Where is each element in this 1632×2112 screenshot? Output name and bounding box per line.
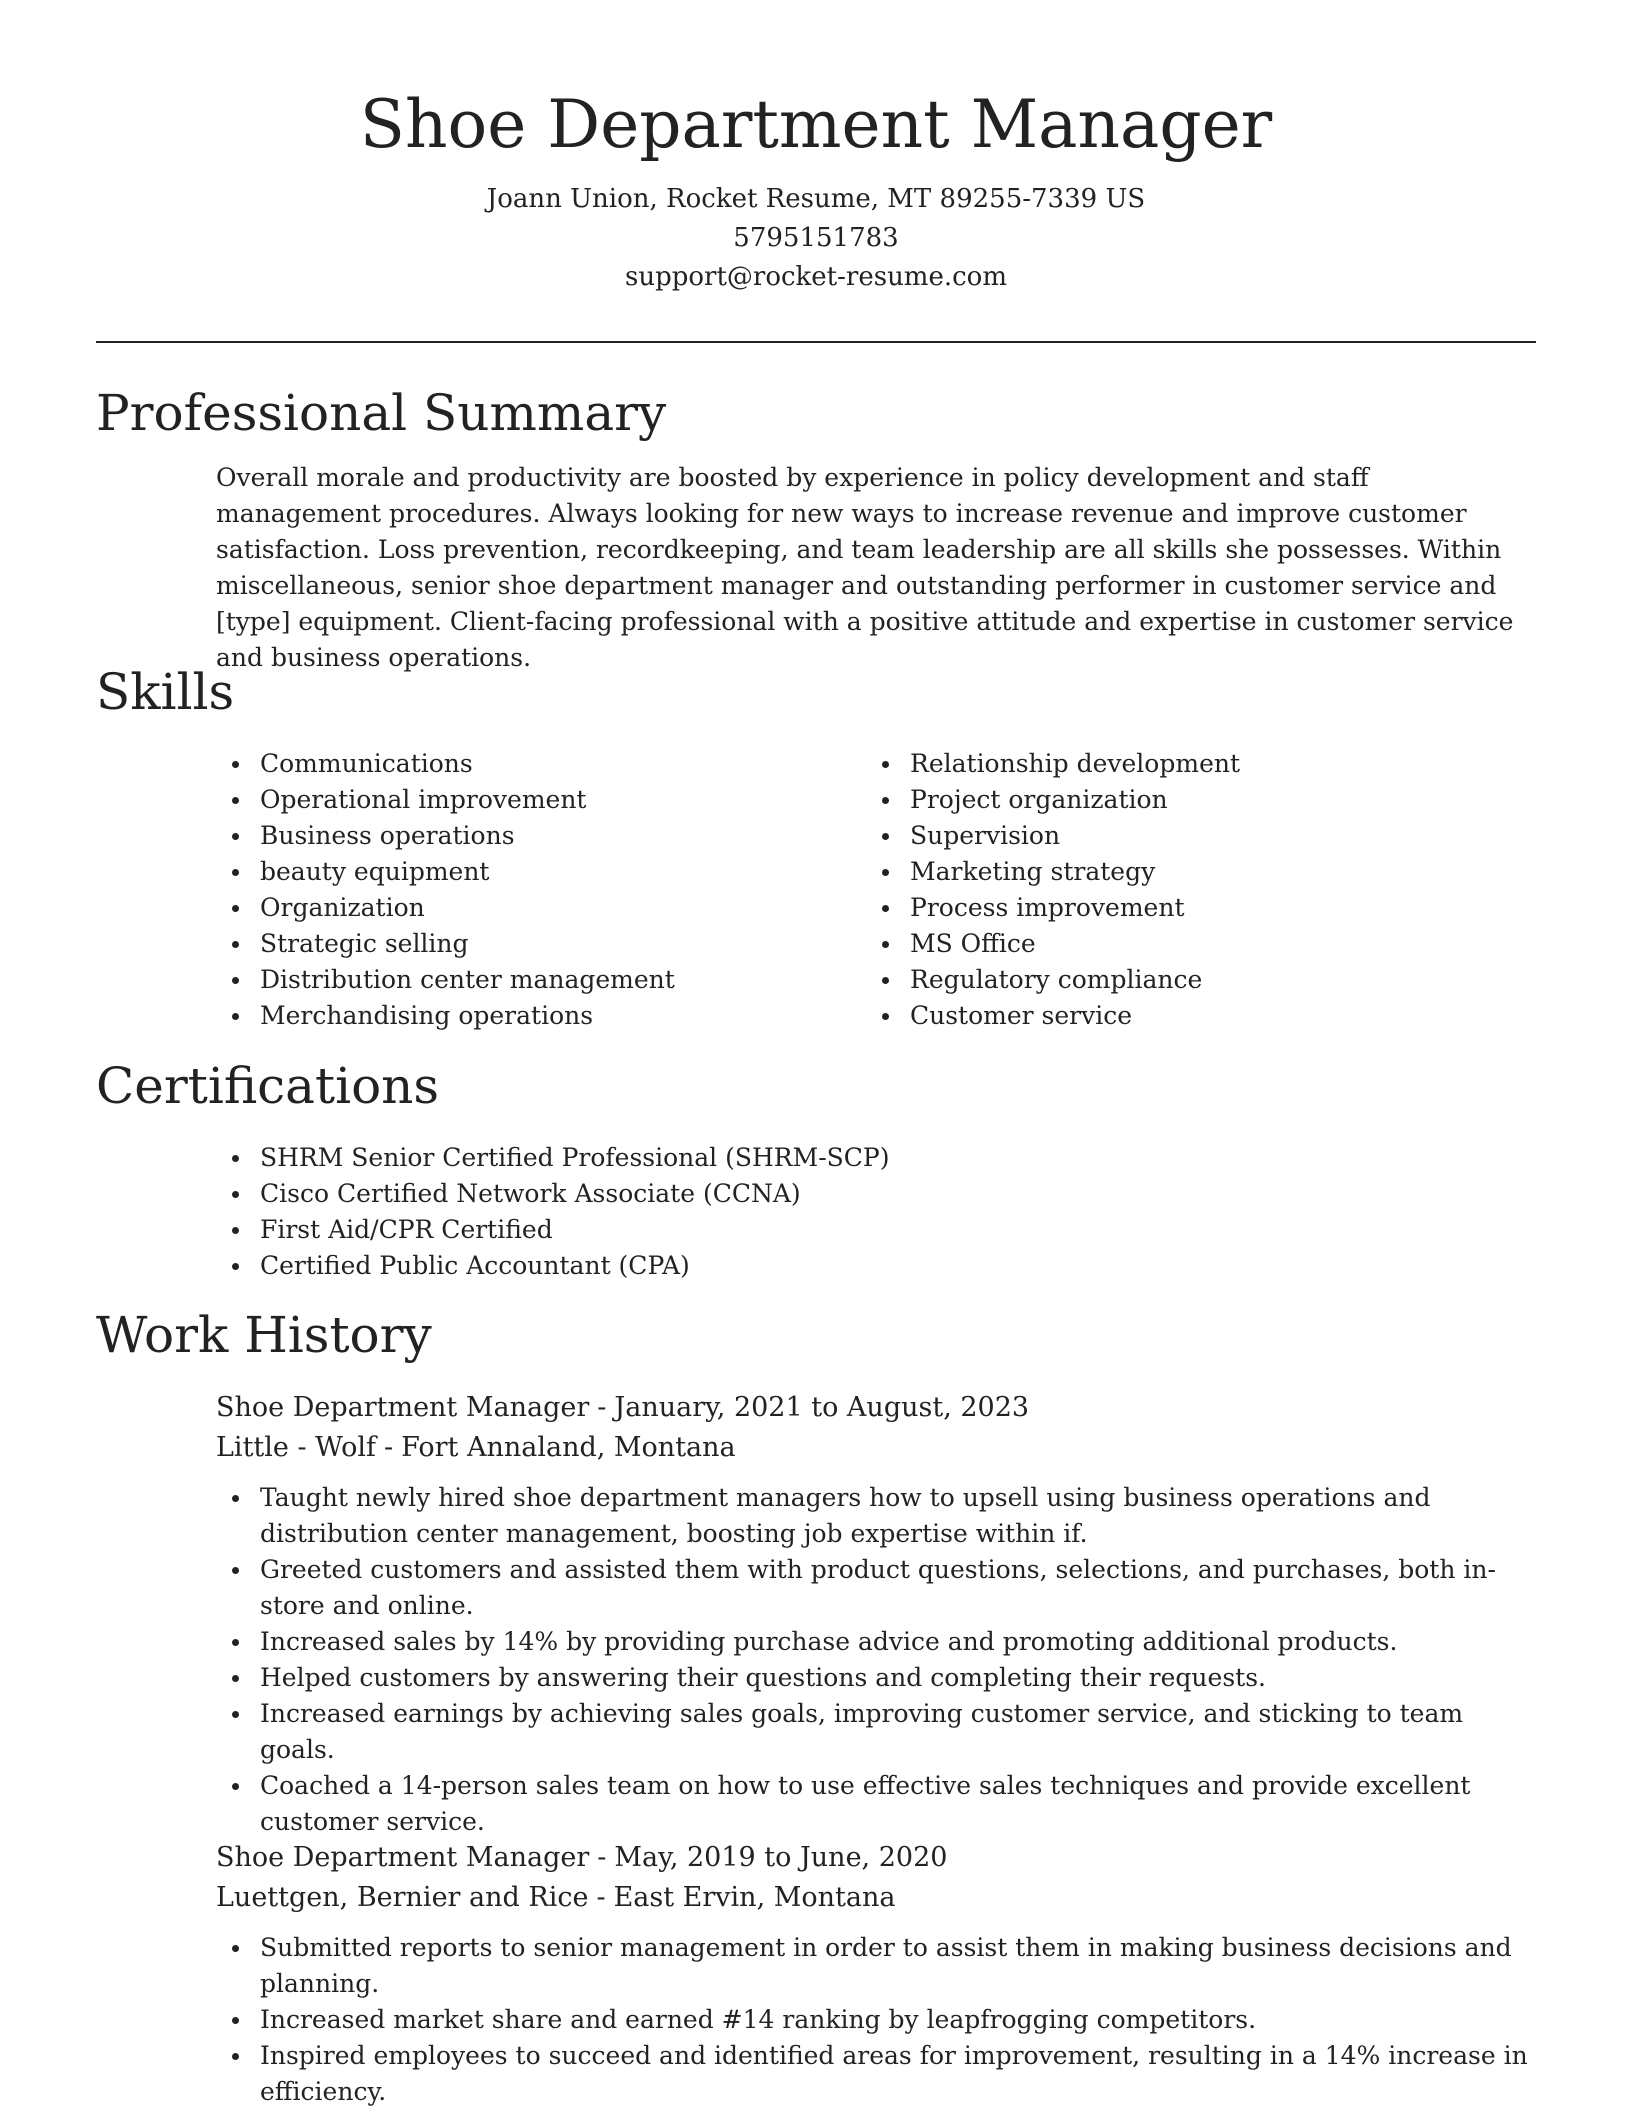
skill-item: Organization [216, 890, 856, 926]
job-location: Fort Annaland, Montana [401, 1432, 736, 1463]
skill-item: Operational improvement [216, 782, 856, 818]
skill-item: Marketing strategy [866, 854, 1506, 890]
separator-dash: - [597, 1392, 607, 1423]
separator-dash: - [596, 1882, 606, 1913]
skills-heading: Skills [96, 663, 235, 721]
certification-item: Cisco Certified Network Associate (CCNA) [216, 1176, 1536, 1212]
skill-item: Business operations [216, 818, 856, 854]
job-company: Little - Wolf [216, 1432, 376, 1463]
job-responsibilities [216, 1930, 1536, 2110]
job-bullet: Increased sales by 14% by providing purchase advice and promoting additional products. [216, 1624, 1536, 1660]
job-bullet: Taught newly hired shoe department managers how to upsell using business operations and distribution center management, boosting job expertise within if. [216, 1480, 1536, 1552]
job-company-line [216, 1428, 1536, 1468]
resume-header [0, 0, 1632, 297]
work-history-heading: Work History [96, 1306, 432, 1364]
skill-item: MS Office [866, 926, 1506, 962]
candidate-name: Shoe Department Manager [359, 86, 1273, 163]
job-bullet: Inspired employees to succeed and identified areas for improvement, resulting in a 14% increase in efficiency. [216, 2038, 1536, 2110]
job-dates: January, 2021 to August, 2023 [614, 1392, 1030, 1423]
skill-item: Regulatory compliance [866, 962, 1506, 998]
job-position: Shoe Department Manager [216, 1842, 590, 1873]
job-bullet: Submitted reports to senior management in order to assist them in making business decisions and planning. [216, 1930, 1536, 2002]
job-bullet: Increased market share and earned #14 ranking by leapfrogging competitors. [216, 2002, 1536, 2038]
job-company-line [216, 1878, 1536, 1918]
contact-address: Joann Union, Rocket Resume, MT 89255-7339 US [486, 184, 1146, 214]
skill-item: beauty equipment [216, 854, 856, 890]
certifications-heading: Certifications [96, 1057, 440, 1115]
summary-text: Overall morale and productivity are boosted by experience in policy development and staff management procedures. Always looking for new ways to increase revenue and improve customer satisfaction. Loss prevention, recordkeeping, and team leadership are all skills she possesses. Within miscellaneous, senior shoe department manager and outstanding performer in customer service and [type] equipment. Client-facing professional with a positive attitude and expertise in customer service and business operations. [216, 463, 1514, 672]
job-company: Luettgen, Bernier and Rice [216, 1882, 589, 1913]
contact-info [0, 180, 1632, 297]
skill-item: Merchandising operations [216, 998, 856, 1034]
job-position: Shoe Department Manager [216, 1392, 590, 1423]
skill-item: Project organization [866, 782, 1506, 818]
job-entry [216, 1838, 1536, 2110]
job-title-line [216, 1838, 1536, 1878]
skill-item: Customer service [866, 998, 1506, 1034]
job-responsibilities [216, 1480, 1536, 1840]
separator-dash: - [597, 1842, 607, 1873]
skill-item: Distribution center management [216, 962, 856, 998]
job-bullet: Coached a 14-person sales team on how to use effective sales techniques and provide excellent customer service. [216, 1768, 1536, 1840]
job-location: East Ervin, Montana [613, 1882, 896, 1913]
contact-email: support@rocket-resume.com [624, 262, 1007, 292]
header-divider [96, 341, 1536, 343]
job-dates: May, 2019 to June, 2020 [614, 1842, 948, 1873]
job-bullet: Greeted customers and assisted them with product questions, selections, and purchases, both in-store and online. [216, 1552, 1536, 1624]
certification-item: SHRM Senior Certified Professional (SHRM-SCP) [216, 1140, 1536, 1176]
skill-item: Strategic selling [216, 926, 856, 962]
skill-item: Communications [216, 746, 856, 782]
skills-list-left [216, 746, 856, 1034]
contact-phone: 5795151783 [733, 223, 899, 253]
skill-item: Supervision [866, 818, 1506, 854]
skill-item: Process improvement [866, 890, 1506, 926]
job-title-line [216, 1388, 1536, 1428]
job-bullet: Helped customers by answering their questions and completing their requests. [216, 1660, 1536, 1696]
skill-item: Relationship development [866, 746, 1506, 782]
certification-item: First Aid/CPR Certified [216, 1212, 1536, 1248]
job-bullet: Increased earnings by achieving sales goals, improving customer service, and sticking to team goals. [216, 1696, 1536, 1768]
certification-item: Certified Public Accountant (CPA) [216, 1248, 1536, 1284]
job-entry [216, 1388, 1536, 1840]
skills-list-right [866, 746, 1506, 1034]
separator-dash: - [383, 1432, 394, 1463]
summary-heading: Professional Summary [96, 384, 667, 442]
certifications-list [216, 1140, 1536, 1284]
